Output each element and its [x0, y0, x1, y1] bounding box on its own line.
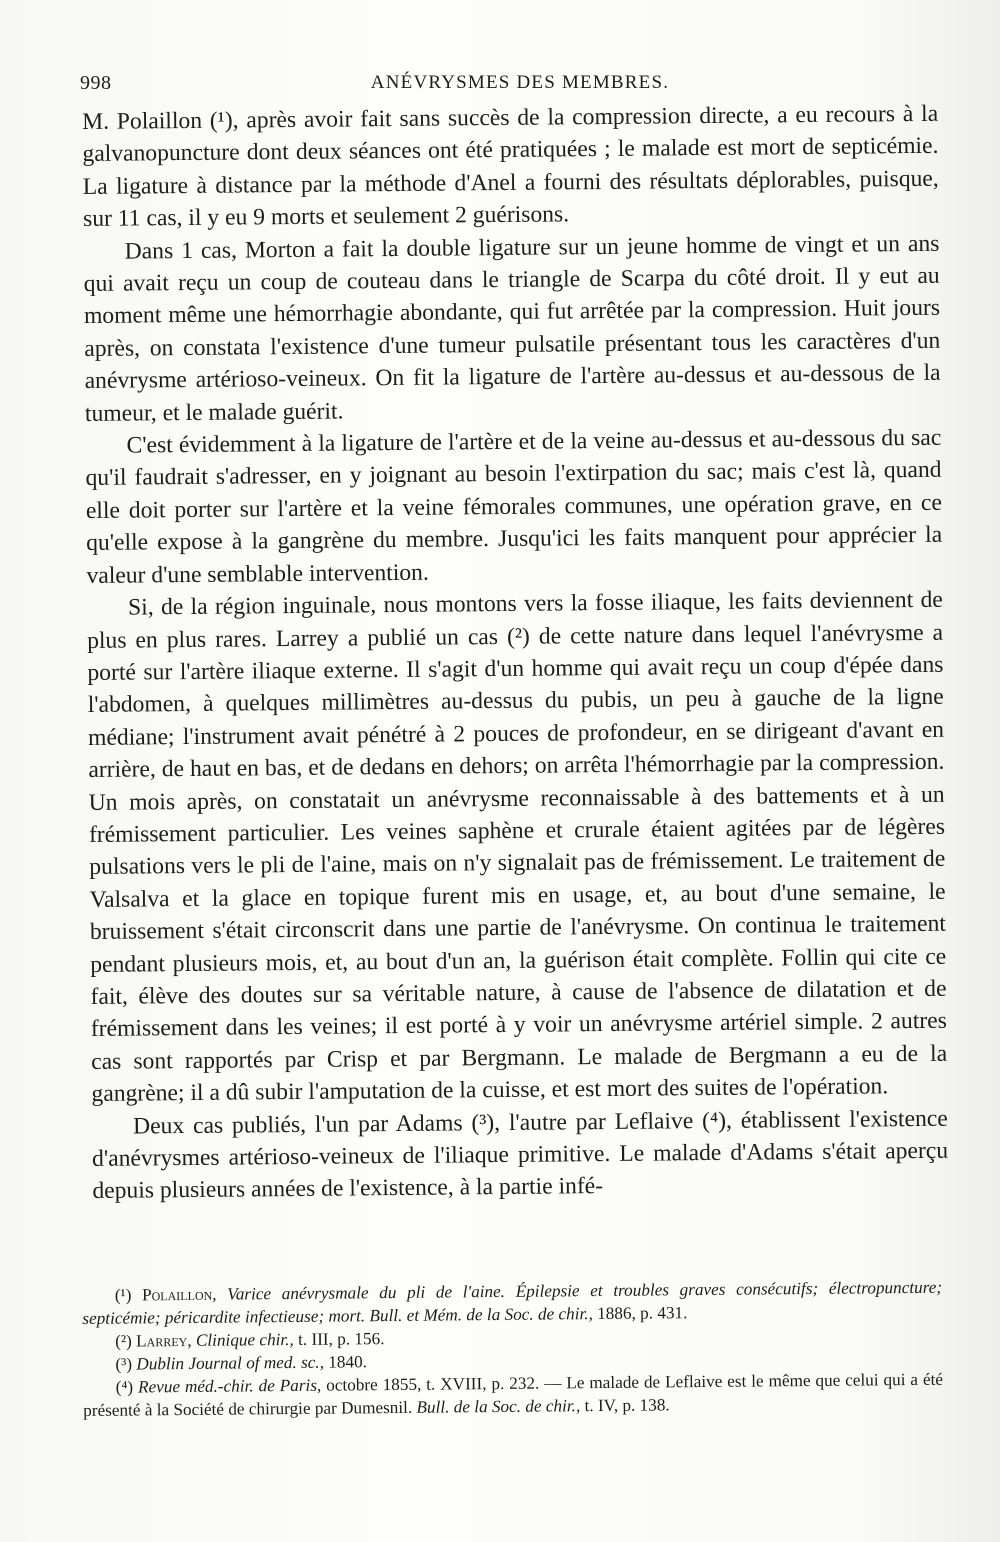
footnote-title: Varice anévrysmale du pli de l'aine. Épilepsie et troubles graves consécutifs; électropuncture; septicémie; péricardite infectieuse; mort. Bull. et Mém. de la Soc. de chir., [82, 1277, 943, 1328]
footnote-marker: (¹) [114, 1285, 132, 1305]
paragraph-morton: Dans 1 cas, Morton a fait la double ligature sur un jeune homme de vingt et un ans qui avait reçu un coup de couteau dans le triangle de Scarpa du côté droit. Il y eut au moment même une hémorrhagie abondante, qui fut arrêtée par la compression. Huit jours après, on constata l'existence d'une tumeur pulsatile présentant tous les caractères d'un anévrysme artérioso-veineux. On fit la ligature de l'artère au-dessus et au-dessous de la tumeur, et le malade guérit. [83, 230, 941, 427]
footnote-marker: (²) [115, 1331, 132, 1351]
footnote-title: Revue méd.-chir. de Paris, [137, 1375, 322, 1397]
footnote-reference: t. III, p. 156. [297, 1329, 385, 1349]
footnote-title: Dublin Journal of med. sc., [136, 1352, 325, 1374]
body-text [82, 98, 949, 1208]
paragraph-iliac-fossa: Si, de la région inguinale, nous montons vers la fosse iliaque, les faits deviennent de plus en plus rares. Larrey a publié un cas (²) de cette nature dans lequel l'anévrysme a porté sur l'artère iliaque externe. Il s'agit d'un homme qui avait reçu un coup d'épée dans l'abdomen, à quelques millimètres au-dessus du pubis, un peu à gauche de la ligne médiane; l'instrument avait pénétré à 2 pouces de profondeur, en se dirigeant d'avant en arrière, de haut en bas, et de dedans en dehors; on arrêta l'hémorrhagie par la compression. Un mois après, on constatait un anévrysme reconnaissable à des battements et à un frémissement particulier. Les veines saphène et crurale étaient agitées par de légères pulsations vers le pli de l'aine, mais on n'y signalait pas de frémissement. Le traitement de Valsalva et la glace en topique furent mis en usage, et, au bout d'une semaine, le bruissement s'était circonscrit dans une partie de l'anévrysme. On continua le traitement pendant plusieurs mois, et, au bout d'un an, la guérison était complète. Follin qui cite ce fait, élève des doutes sur sa véritable nature, à cause de l'absence de dilatation et de frémissement dans les veines; il est porté à y voir un anévrysme artériel simple. 2 autres cas sont rapportés par Crisp et par Bergmann. Le malade de Bergmann a eu de la gangrène; il a dû subir l'amputation de la cuisse, et est mort des suites de l'opération. [87, 586, 948, 1108]
footnote-reference: octobre 1855, t. XVIII, p. 232. — Le malade de Leflaive est le même que celui qui a été présenté à la Société de chirurgie par Dumesnil. [83, 1369, 944, 1420]
paragraph-polaillon: M. Polaillon (¹), après avoir fait sans succès de la compression directe, a eu recours à la galvanopuncture dont deux séances ont été pratiquées ; le malade est mort de septicémie. La ligature à distance par la méthode d'Anel a fourni des résultats déplorables, puisque, sur 11 cas, il y eu 9 morts et seulement 2 guérisons. [82, 100, 939, 233]
page-number: 998 [80, 72, 112, 94]
footnote-author: Polaillon, [141, 1284, 217, 1305]
running-head [80, 70, 960, 100]
footnote-reference: 1840. [328, 1352, 368, 1372]
footnote-reference: 1886, p. 431. [597, 1303, 688, 1324]
footnote-reference-secondary: t. IV, p. 138. [584, 1395, 670, 1416]
paragraph-ligature: C'est évidemment à la ligature de l'artère et de la veine au-dessus et au-dessous du sac qu'il faudrait s'adresser, en y joignant au besoin l'extirpation du sac; mais c'est là, quand elle doit porter sur l'artère et la veine fémorales communes, une opération grave, en ce qu'elle expose à la gangrène du membre. Jusqu'ici les faits manquent pour apprécier la valeur d'une semblable intervention. [85, 424, 943, 589]
paragraph-adams-leflaive: Deux cas publiés, l'un par Adams (³), l'autre par Leflaive (⁴), établissent l'existence d'anévrysmes artérioso-veineux de l'iliaque primitive. Le malade d'Adams s'était aperçu depuis plusieurs années de l'existence, à la partie infé- [91, 1105, 949, 1205]
footnote-title: Clinique chir., [195, 1329, 294, 1350]
footnotes [82, 1276, 943, 1422]
footnote-4 [83, 1368, 943, 1422]
running-title: ANÉVRYSMES DES MEMBRES. [370, 72, 670, 93]
footnote-1 [82, 1276, 942, 1330]
footnote-marker: (³) [115, 1354, 133, 1374]
footnote-marker: (⁴) [115, 1377, 134, 1397]
footnote-author: Larrey, [136, 1330, 192, 1351]
footnote-title-secondary: Bull. de la Soc. de chir., [416, 1396, 581, 1417]
